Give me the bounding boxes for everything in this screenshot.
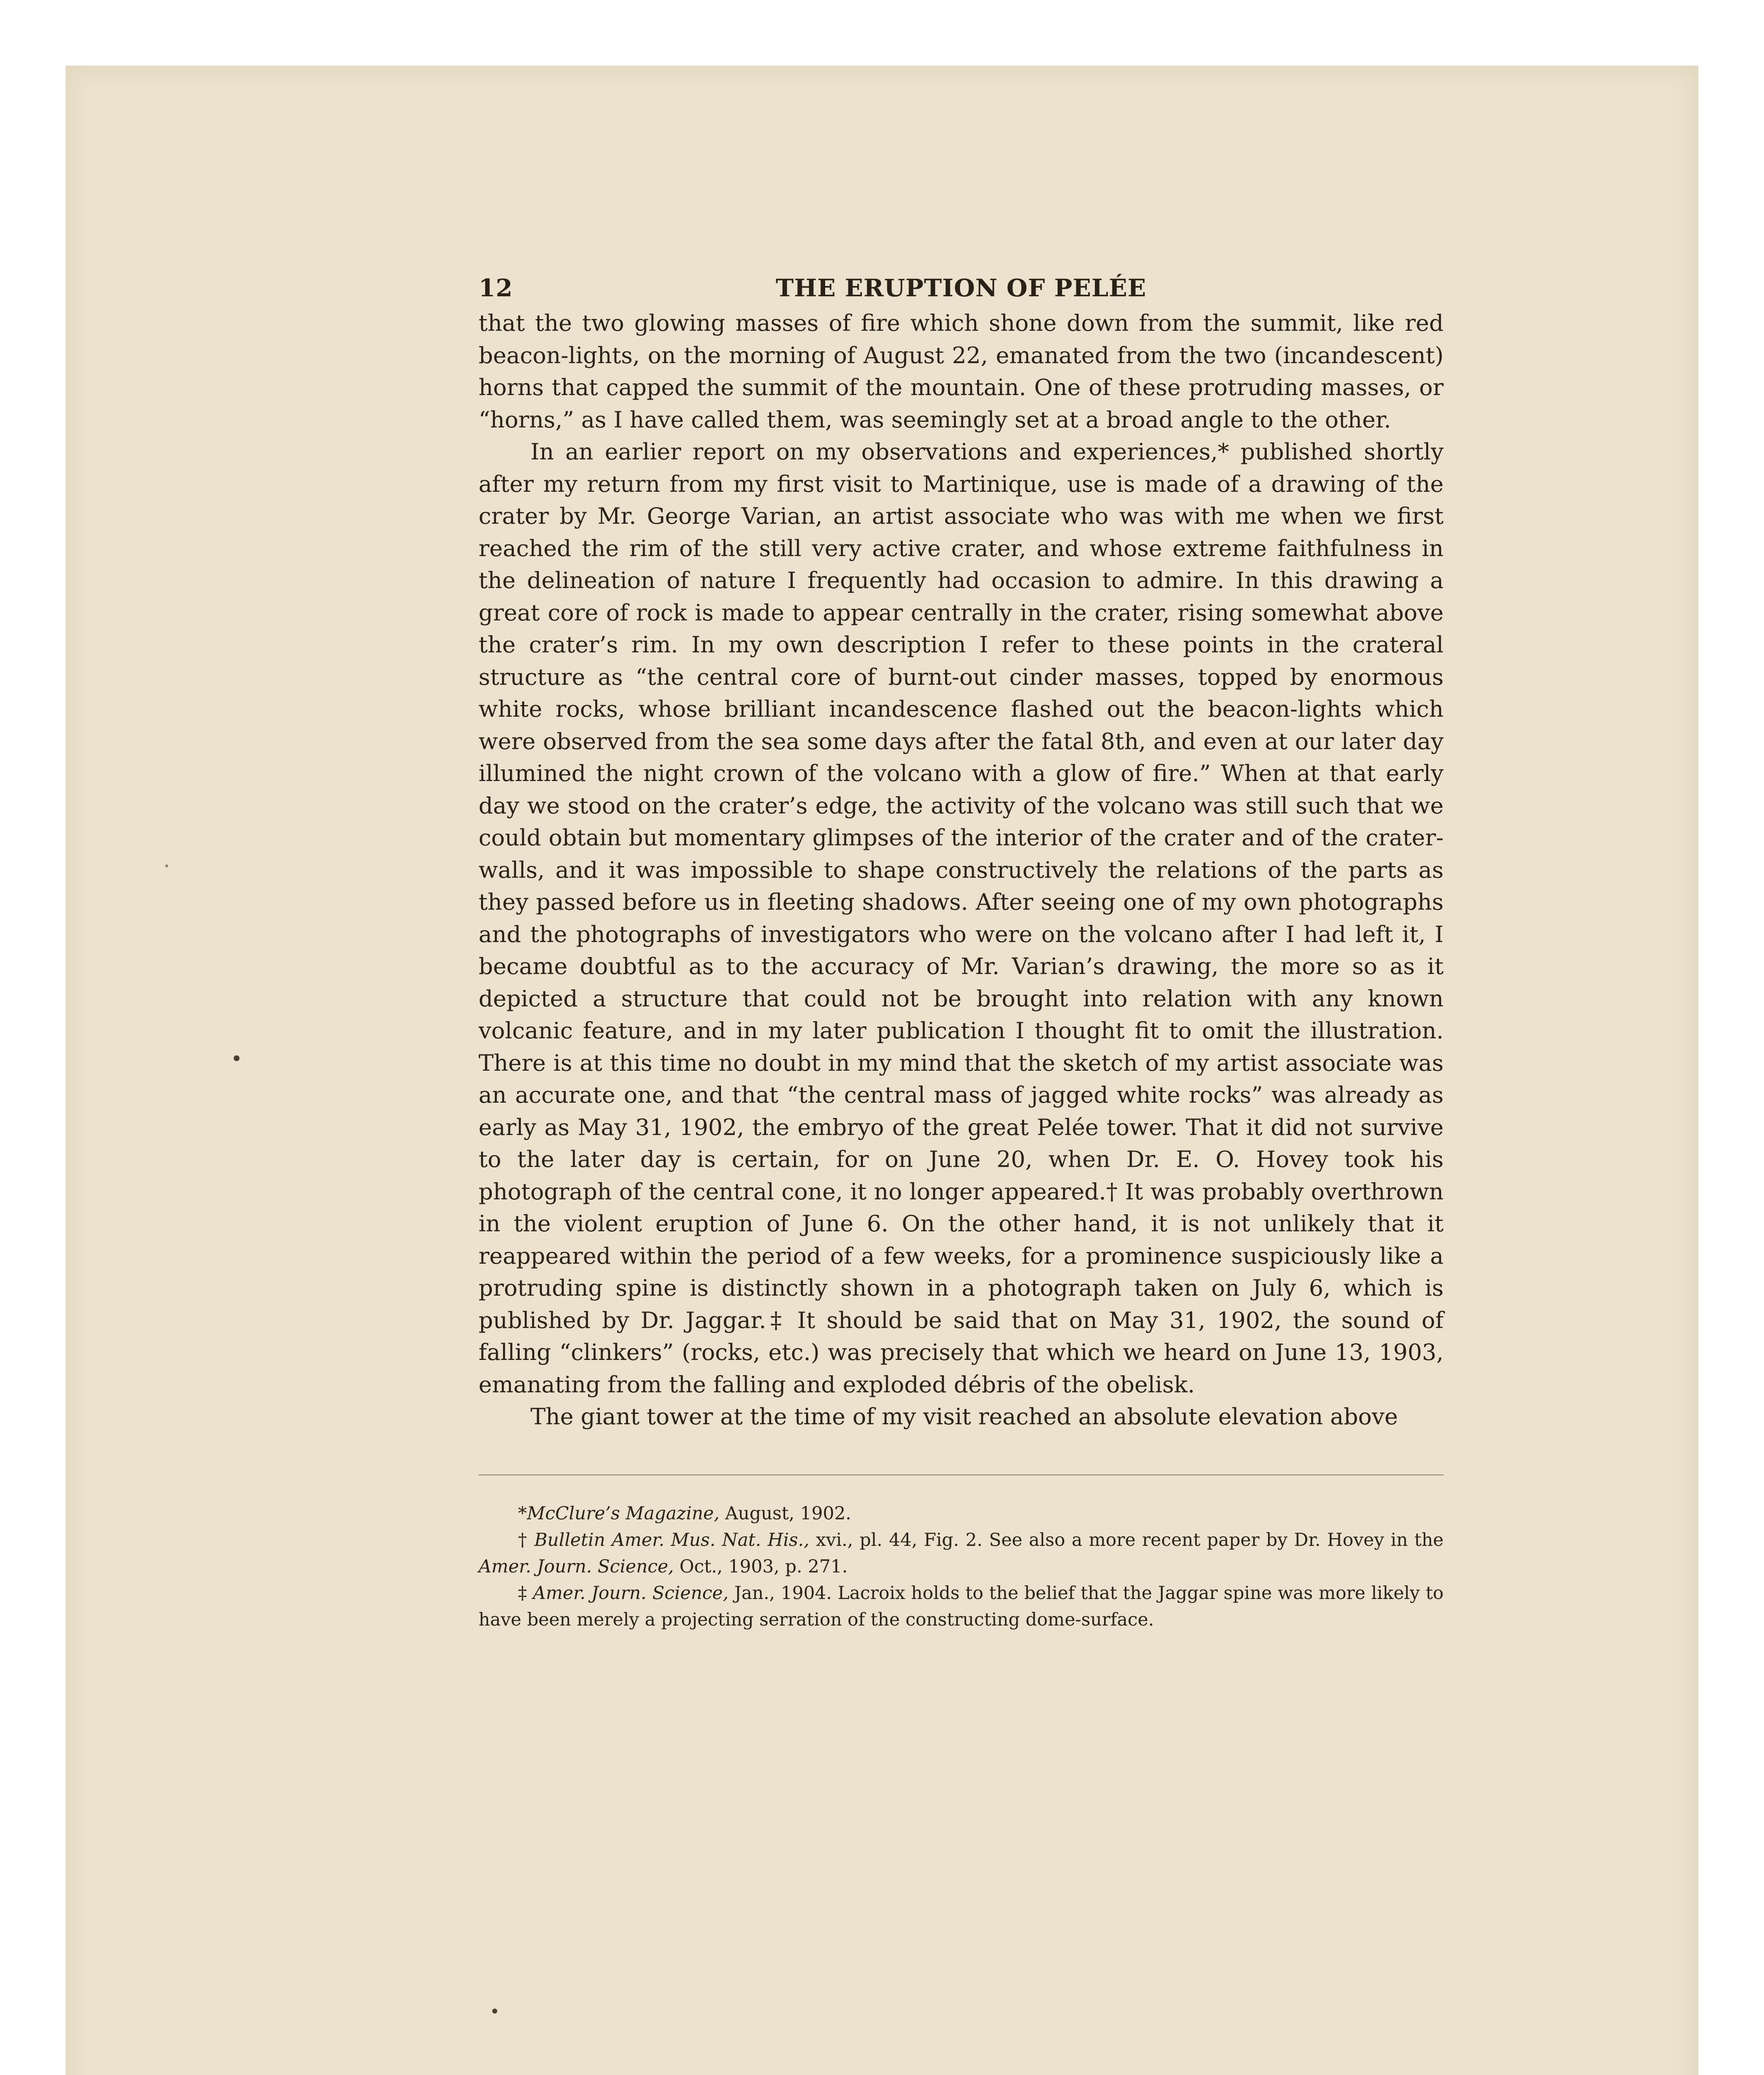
footnote <box>479 1580 1444 1633</box>
footnote-source: McClure’s Magazine, <box>527 1503 720 1524</box>
paper-speck <box>234 1055 239 1061</box>
footnote-text: Jan., 1904. Lacroix holds to the belief that the Jaggar spine was more likely to have been merely a projecting serration of the constructing dome-surface. <box>479 1582 1444 1630</box>
footnote <box>479 1527 1444 1580</box>
footnote-mark: ‡ <box>518 1582 527 1604</box>
text-block <box>479 270 1444 1633</box>
footnote-source: Amer. Journ. Science, <box>479 1556 674 1577</box>
footnote-text: xvi., pl. 44, Fig. 2. See also a more recent paper by Dr. Hovey in the <box>809 1529 1444 1550</box>
footnote-mark: † <box>518 1529 528 1550</box>
footnote-mark: * <box>518 1503 527 1524</box>
footnote-divider <box>479 1474 1444 1475</box>
running-title: THE ERUPTION OF PELÉE <box>776 274 1146 302</box>
running-head <box>479 270 1444 307</box>
paper-speck <box>165 864 168 867</box>
footnote-source: Bulletin Amer. Mus. Nat. His., <box>534 1529 810 1550</box>
body-text <box>479 307 1444 1433</box>
footnotes <box>479 1500 1444 1633</box>
footnote-text: August, 1902. <box>719 1503 851 1524</box>
paragraph: that the two glowing masses of fire which shone down from the summit, like red beacon-lights, on the morning of August 22, emanated from the two (incandescent) horns that capped the summit of the mountain. One of these protruding masses, or “horns,” as I have called them, was seemingly set at a broad angle to the other. <box>479 310 1444 433</box>
footnote <box>479 1500 1444 1527</box>
page-number: 12 <box>479 274 513 302</box>
paragraph: The giant tower at the time of my visit reached an absolute elevation above <box>530 1403 1398 1430</box>
footnote-text: Oct., 1903, p. 271. <box>674 1556 848 1577</box>
paper-speck <box>492 2009 497 2014</box>
paragraph: In an earlier report on my observations and experiences,* published shortly after my return from my first visit to Martinique, use is made of a drawing of the crater by Mr. George Varian, an artist associate who was with me when we first reached the rim of the still very active crater, and whose extreme faithfulness in the delineation of nature I frequently had occasion to admire. In this drawing a great core of rock is made to appear centrally in the crater, rising somewhat above the crater’s rim. In my own description I refer to these points in the crateral structure as “the central core of burnt-out cinder masses, topped by enormous white rocks, whose brilliant incandescence flashed out the beacon-lights which were observed from the sea some days after the fatal 8th, and even at our later day illumined the night crown of the volcano with a glow of fire.” When at that early day we stood on the crater’s edge, the activity of the volcano was still such that we could obtain but momentary glimpses of the interior of the crater and of the crater-walls, and it was impossible to shape constructively the relations of the parts as they passed before us in fleeting shadows. After seeing one of my own photographs and the photographs of investigators who were on the volcano after I had left it, I became doubtful as to the accuracy of Mr. Varian’s drawing, the more so as it depicted a structure that could not be brought into relation with any known volcanic feature, and in my later publication I thought fit to omit the illustration. There is at this time no doubt in my mind that the sketch of my artist associate was an accurate one, and that “the central mass of jagged white rocks” was already as early as May 31, 1902, the embryo of the great Pelée tower. That it did not survive to the later day is certain, for on June 20, when Dr. E. O. Hovey took his photograph of the central cone, it no longer appeared.† It was probably overthrown in the violent eruption of June 6. On the other hand, it is not unlikely that it reappeared within the period of a few weeks, for a prominence suspiciously like a protruding spine is distinctly shown in a photograph taken on July 6, which is published by Dr. Jaggar.‡ It should be said that on May 31, 1902, the sound of falling “clinkers” (rocks, etc.) was precisely that which we heard on June 13, 1903, emanating from the falling and exploded débris of the obelisk. <box>479 438 1444 1398</box>
footnote-source: Amer. Journ. Science, <box>533 1582 729 1604</box>
